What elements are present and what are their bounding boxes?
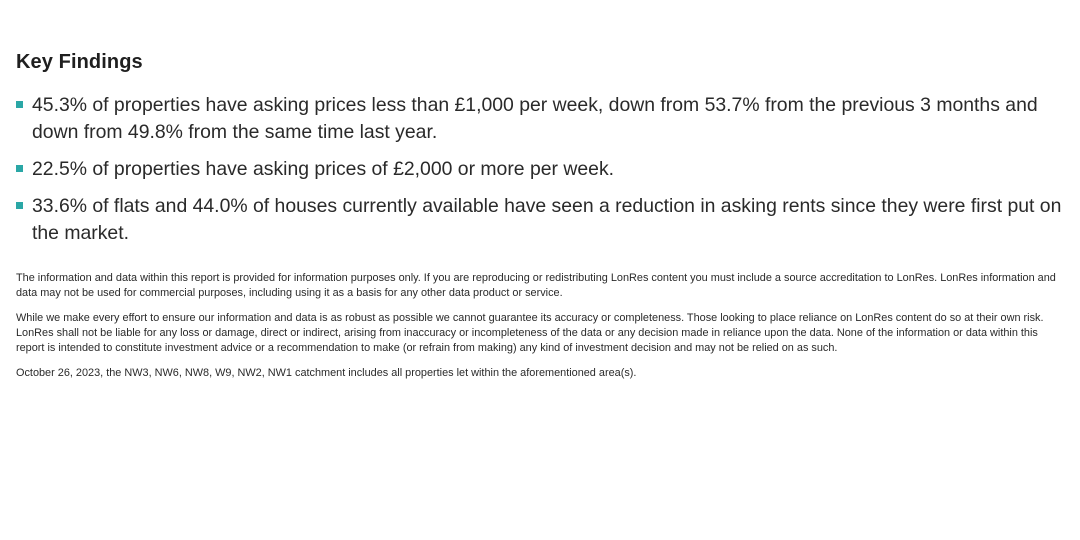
finding-item bbox=[16, 156, 1066, 183]
finding-item bbox=[16, 92, 1066, 146]
finding-text: 22.5% of properties have asking prices of £2,000 or more per week. bbox=[32, 158, 615, 180]
section-title: Key Findings bbox=[16, 51, 143, 73]
square-bullet-icon bbox=[16, 165, 23, 172]
finding-item bbox=[16, 193, 1066, 247]
disclaimer bbox=[16, 271, 1056, 381]
disclaimer-usage: The information and data within this report is provided for information purposes only. If you are reproducing or redistributing LonRes content you must include a source accreditation to LonRes. LonRes information and data may not be used for commercial purposes, including using it as a basis for any other data product or service. bbox=[16, 272, 1056, 299]
square-bullet-icon bbox=[16, 101, 23, 108]
disclaimer-liability: While we make every effort to ensure our information and data is as robust as possible we cannot guarantee its accuracy or completeness. Those looking to place reliance on LonRes content do so at their own risk. LonRes shall not be liable for any loss or damage, direct or indirect, arising from inaccuracy or incompleteness of the data or any decision made in reliance upon the data. None of the information or data within this report is intended to constitute investment advice or a recommendation to make (or refrain from making) any kind of investment decision and may not be relied on as such. bbox=[16, 312, 1044, 354]
finding-text: 33.6% of flats and 44.0% of houses currently available have seen a reduction in asking rents since they were first put on the market. bbox=[32, 195, 1062, 244]
catchment-note: October 26, 2023, the NW3, NW6, NW8, W9, NW2, NW1 catchment includes all properties let within the aforementioned area(s). bbox=[16, 367, 637, 379]
key-findings-list bbox=[16, 92, 1066, 247]
square-bullet-icon bbox=[16, 202, 23, 209]
finding-text: 45.3% of properties have asking prices less than £1,000 per week, down from 53.7% from the previous 3 months and down from 49.8% from the same time last year. bbox=[32, 94, 1038, 143]
report-page bbox=[16, 48, 1066, 391]
